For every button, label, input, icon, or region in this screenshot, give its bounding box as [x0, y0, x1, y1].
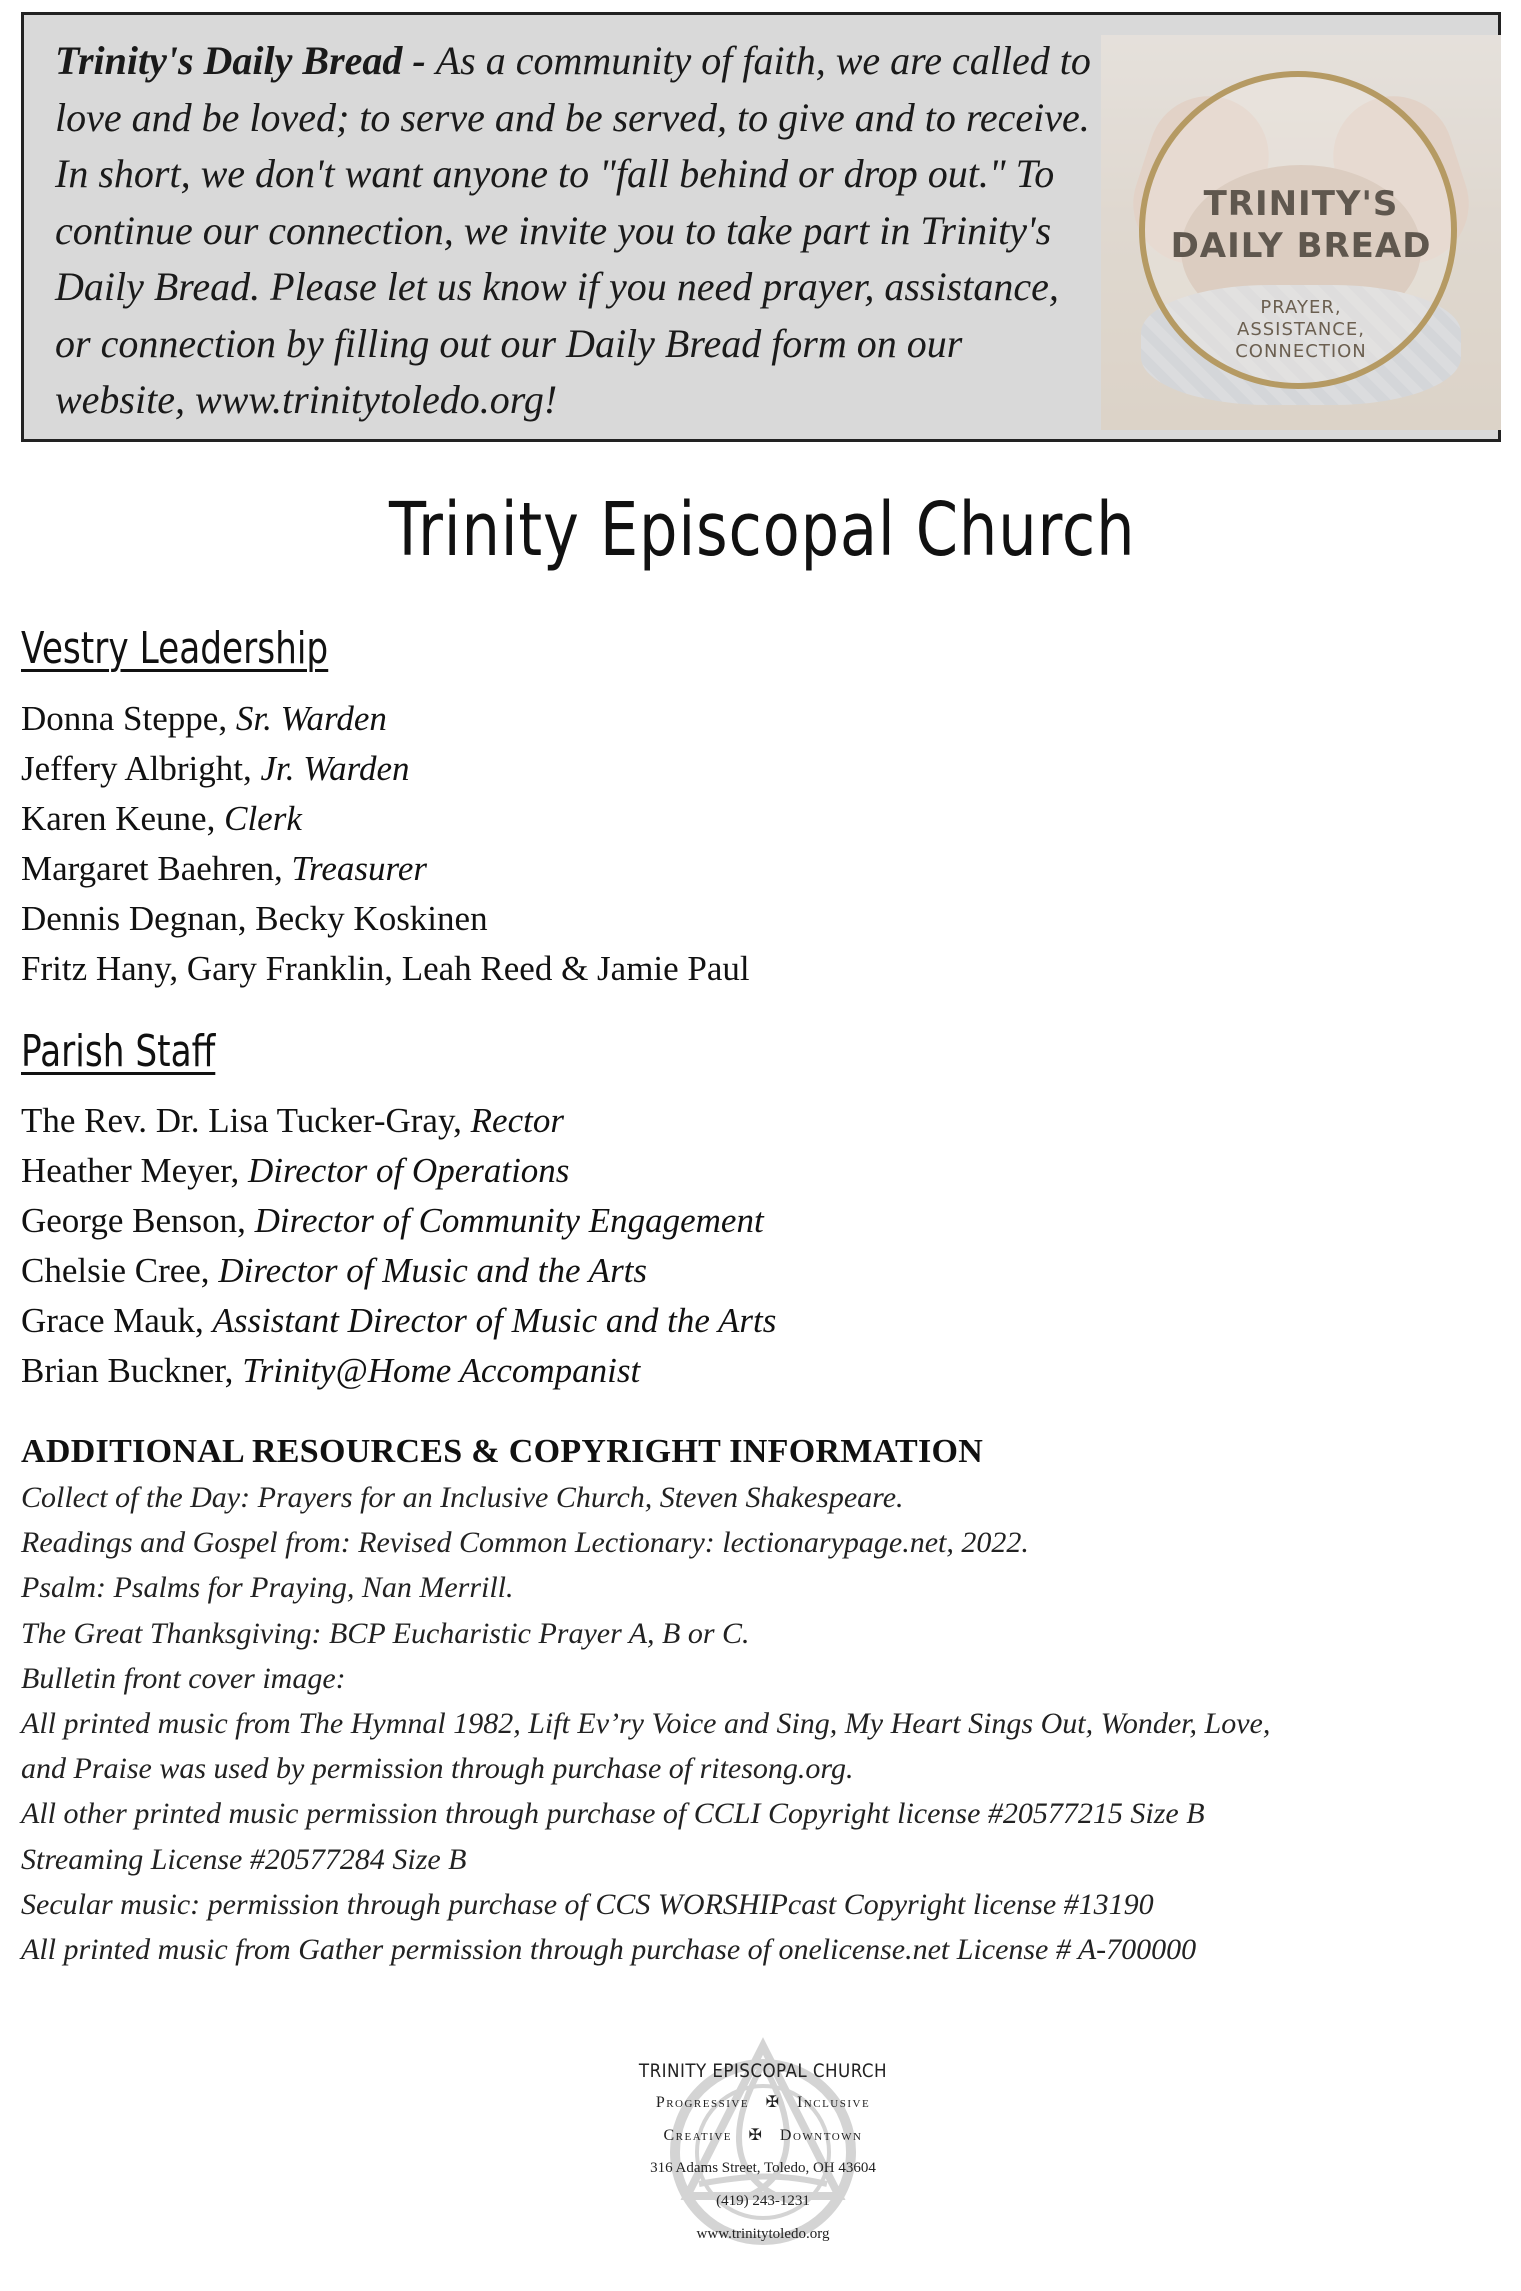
logo-website: www.trinitytoledo.org — [696, 2226, 830, 2242]
list-item: Fritz Hany, Gary Franklin, Leah Reed & Jamie Paul — [21, 949, 750, 988]
list-item: and Praise was used by permission through purchase of ritesong.org. — [21, 1752, 854, 1786]
list-item: Secular music: permission through purchase of CCS WORSHIPcast Copyright license #13190 — [21, 1887, 1154, 1921]
list-item: All printed music from Gather permission through purchase of onelicense.net License # A-700000 — [21, 1933, 1197, 1967]
cross-icon: ✠ — [748, 2127, 764, 2144]
staff-list — [21, 1096, 776, 1396]
vestry-list — [21, 694, 750, 994]
list-item: Streaming License #20577284 Size B — [21, 1842, 467, 1876]
list-item: Collect of the Day: Prayers for an Inclusive Church, Steven Shakespeare. — [21, 1481, 904, 1514]
list-item: Dennis Degnan, Becky Koskinen — [21, 899, 488, 938]
list-item: Margaret Baehren, Treasurer — [21, 849, 427, 888]
logo-tagline-1: Progressive ✠ Inclusive — [655, 2094, 871, 2111]
church-title: Trinity Episcopal Church — [389, 487, 1136, 573]
cross-icon: ✠ — [765, 2094, 781, 2111]
staff-heading: Parish Staff — [21, 1026, 216, 1077]
callout-lead: Trinity's Daily Bread - — [55, 38, 436, 83]
list-item: Karen Keune, Clerk — [21, 799, 302, 838]
daily-bread-callout — [21, 12, 1501, 442]
daily-bread-image — [1101, 35, 1501, 430]
list-item: Heather Meyer, Director of Operations — [21, 1151, 570, 1190]
vestry-heading: Vestry Leadership — [21, 623, 329, 674]
callout-body: As a community of faith, we are called to love and be loved; to serve and be served, to give and to receive. In short, we don't want anyone to "fall behind or drop out." To continue our connection, we invite you to take part in Trinity's Daily Bread. Please let us know if you need prayer, assistance, or connection by filling out our Daily Bread form on our website, www.trinitytoledo.org! — [55, 38, 1091, 422]
list-item: Jeffery Albright, Jr. Warden — [21, 749, 410, 788]
list-item: Donna Steppe, Sr. Warden — [21, 699, 387, 738]
list-item: The Great Thanksgiving: BCP Eucharistic Prayer A, B or C. — [21, 1616, 750, 1650]
list-item: The Rev. Dr. Lisa Tucker-Gray, Rector — [21, 1101, 564, 1140]
resources-list — [21, 1475, 1501, 1972]
logo-address: 316 Adams Street, Toledo, OH 43604 — [650, 2160, 876, 2176]
list-item: Psalm: Psalms for Praying, Nan Merrill. — [21, 1571, 514, 1605]
church-logo — [598, 2024, 928, 2279]
list-item: All printed music from The Hymnal 1982, Lift Ev’ry Voice and Sing, My Heart Sings Out, Wonder, Love, — [21, 1707, 1271, 1741]
list-item: Grace Mauk, Assistant Director of Music and the Arts — [21, 1301, 777, 1340]
callout-text — [55, 33, 1095, 429]
logo-name: TRINITY EPISCOPAL CHURCH — [638, 2060, 888, 2082]
list-item: Bulletin front cover image: — [21, 1661, 346, 1695]
list-item: Readings and Gospel from: Revised Common Lectionary: lectionarypage.net, 2022. — [21, 1526, 1029, 1560]
resources-heading: ADDITIONAL RESOURCES & COPYRIGHT INFORMATION — [21, 1433, 984, 1470]
daily-bread-image-subtitle: PRAYER, ASSISTANCE, CONNECTION — [1235, 297, 1367, 362]
logo-phone: (419) 243-1231 — [716, 2193, 810, 2209]
list-item: Chelsie Cree, Director of Music and the Arts — [21, 1251, 648, 1290]
daily-bread-image-title: TRINITY'S DAILY BREAD — [1170, 184, 1432, 266]
list-item: Brian Buckner, Trinity@Home Accompanist — [21, 1351, 641, 1390]
list-item: George Benson, Director of Community Engagement — [21, 1201, 764, 1240]
list-item: All other printed music permission through purchase of CCLI Copyright license #20577215 Size B — [21, 1797, 1205, 1831]
logo-tagline-2: Creative ✠ Downtown — [663, 2127, 863, 2144]
